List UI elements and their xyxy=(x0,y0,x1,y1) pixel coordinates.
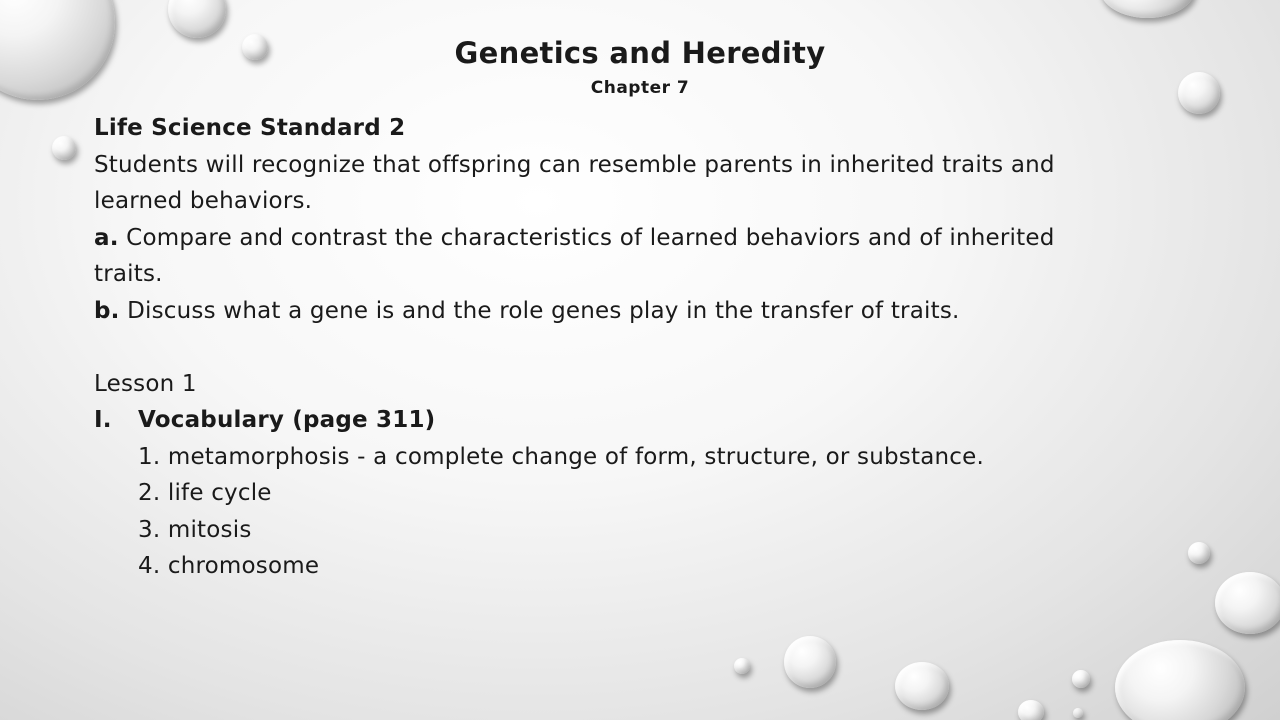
water-droplet-decoration xyxy=(1072,670,1090,688)
objective-b-text: Discuss what a gene is and the role genes play in the transfer of traits. xyxy=(119,297,960,324)
section-numeral: I. xyxy=(94,407,112,433)
standard-heading: Life Science Standard 2 xyxy=(94,115,406,141)
water-droplet-decoration xyxy=(168,0,226,38)
spacer xyxy=(94,329,1194,366)
water-droplet-decoration xyxy=(1073,708,1083,718)
vocab-item: 1. metamorphosis - a complete change of form, structure, or substance. xyxy=(138,443,984,470)
slide-title: Genetics and Heredity xyxy=(454,36,826,70)
water-droplet-decoration xyxy=(1215,572,1280,634)
objective-a-continued: traits. xyxy=(94,261,163,287)
objective-a-label: a. xyxy=(94,224,119,251)
vocab-item: 4. chromosome xyxy=(138,553,320,579)
objective-a xyxy=(94,220,1194,257)
water-droplet-decoration xyxy=(1018,700,1044,720)
objective-b xyxy=(94,293,1194,330)
water-droplet-decoration xyxy=(1100,0,1195,18)
slide-subtitle: Chapter 7 xyxy=(590,78,690,98)
water-droplet-decoration xyxy=(52,136,76,160)
vocab-item: 3. mitosis xyxy=(138,516,252,543)
slide-body xyxy=(94,110,1194,585)
section-heading xyxy=(94,402,1194,439)
water-droplet-decoration xyxy=(734,658,750,674)
lesson-label: Lesson 1 xyxy=(94,370,197,397)
water-droplet-decoration xyxy=(784,636,836,688)
water-droplet-decoration xyxy=(895,662,949,710)
objective-b-label: b. xyxy=(94,297,120,324)
vocab-item: 2. life cycle xyxy=(138,480,272,506)
standard-text-line: Students will recognize that offspring can resemble parents in inherited traits and xyxy=(94,151,1055,178)
standard-text-line: learned behaviors. xyxy=(94,188,313,214)
objective-a-text: Compare and contrast the characteristics of learned behaviors and of inherited xyxy=(118,224,1055,251)
water-droplet-decoration xyxy=(1115,640,1245,720)
section-heading-text: Vocabulary (page 311) xyxy=(138,407,436,433)
